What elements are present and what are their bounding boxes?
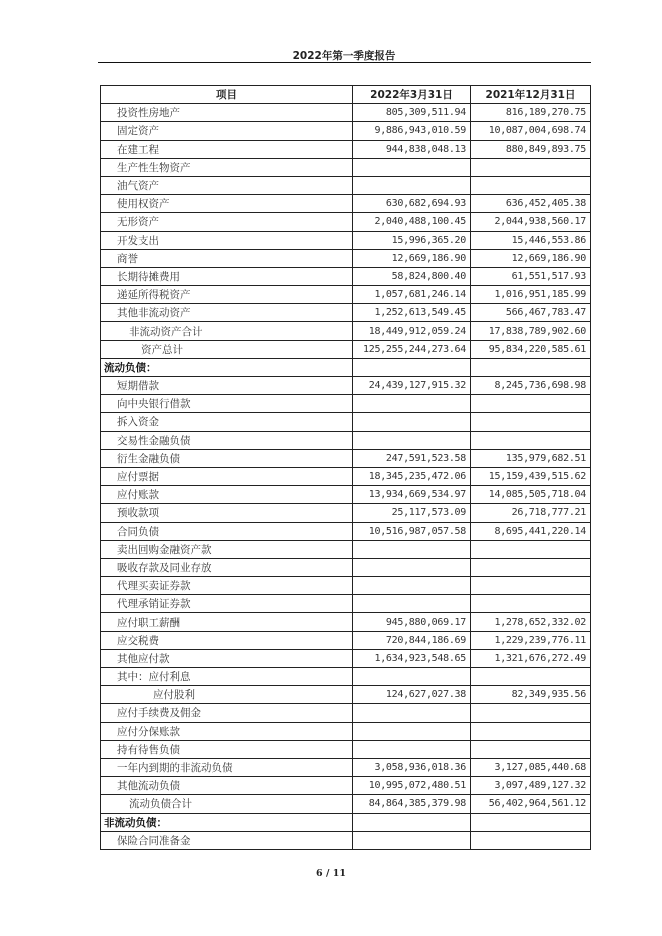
value-2021-12-31: 566,467,783.47 — [471, 304, 591, 322]
table-row — [101, 522, 591, 540]
value-2021-12-31: 56,402,964,561.12 — [471, 795, 591, 813]
value-2021-12-31: 15,159,439,515.62 — [471, 467, 591, 485]
value-2021-12-31 — [471, 740, 591, 758]
value-2021-12-31: 82,349,935.56 — [471, 686, 591, 704]
value-2022-03-31 — [353, 176, 471, 194]
value-2022-03-31: 945,880,069.17 — [353, 613, 471, 631]
table-row — [101, 249, 591, 267]
value-2021-12-31: 10,087,004,698.74 — [471, 122, 591, 140]
table-row — [101, 558, 591, 576]
value-2022-03-31: 720,844,186.69 — [353, 631, 471, 649]
table-row — [101, 668, 591, 686]
value-2021-12-31: 12,669,186.90 — [471, 249, 591, 267]
value-2022-03-31: 944,838,048.13 — [353, 140, 471, 158]
table-row — [101, 758, 591, 776]
row-label: 递延所得税资产 — [101, 286, 353, 304]
row-label: 投资性房地产 — [101, 104, 353, 122]
value-2022-03-31 — [353, 413, 471, 431]
section-header-row — [101, 813, 591, 831]
row-label: 应付账款 — [101, 486, 353, 504]
value-2022-03-31: 1,057,681,246.14 — [353, 286, 471, 304]
row-label: 开发支出 — [101, 231, 353, 249]
row-label: 交易性金融负债 — [101, 431, 353, 449]
column-header-2022-03-31: 2022年3月31日 — [353, 86, 471, 104]
value-2021-12-31: 3,127,085,440.68 — [471, 758, 591, 776]
row-label: 长期待摊费用 — [101, 267, 353, 285]
value-2022-03-31 — [353, 558, 471, 576]
value-2022-03-31: 3,058,936,018.36 — [353, 758, 471, 776]
table-row — [101, 431, 591, 449]
value-2022-03-31: 630,682,694.93 — [353, 195, 471, 213]
table-row — [101, 104, 591, 122]
value-2021-12-31: 8,695,441,220.14 — [471, 522, 591, 540]
table-row — [101, 722, 591, 740]
value-2022-03-31 — [353, 431, 471, 449]
value-2021-12-31: 26,718,777.21 — [471, 504, 591, 522]
table-row — [101, 413, 591, 431]
row-label: 吸收存款及同业存放 — [101, 558, 353, 576]
table-row — [101, 122, 591, 140]
value-2022-03-31 — [353, 831, 471, 849]
report-header-title: 2022年第一季度报告 — [292, 50, 396, 62]
value-2022-03-31 — [353, 740, 471, 758]
value-2021-12-31 — [471, 158, 591, 176]
value-2021-12-31: 1,229,239,776.11 — [471, 631, 591, 649]
row-label: 无形资产 — [101, 213, 353, 231]
table-row — [101, 631, 591, 649]
value-2021-12-31: 135,979,682.51 — [471, 449, 591, 467]
value-2022-03-31: 10,995,072,480.51 — [353, 777, 471, 795]
value-2022-03-31: 18,449,912,059.24 — [353, 322, 471, 340]
value-2021-12-31: 636,452,405.38 — [471, 195, 591, 213]
header-divider — [98, 62, 591, 63]
value-2022-03-31: 13,934,669,534.97 — [353, 486, 471, 504]
row-label: 卖出回购金融资产款 — [101, 540, 353, 558]
value-2021-12-31: 95,834,220,585.61 — [471, 340, 591, 358]
row-label: 短期借款 — [101, 377, 353, 395]
value-2022-03-31: 124,627,027.38 — [353, 686, 471, 704]
value-2022-03-31: 15,996,365.20 — [353, 231, 471, 249]
row-label: 非流动负债： — [101, 813, 353, 831]
table-row — [101, 795, 591, 813]
row-label: 生产性生物资产 — [101, 158, 353, 176]
table-row — [101, 467, 591, 485]
current-page: 6 — [316, 868, 323, 879]
value-2021-12-31: 61,551,517.93 — [471, 267, 591, 285]
value-2022-03-31 — [353, 577, 471, 595]
row-label: 资产总计 — [101, 340, 353, 358]
row-label: 合同负债 — [101, 522, 353, 540]
value-2022-03-31 — [353, 595, 471, 613]
value-2022-03-31: 2,040,488,100.45 — [353, 213, 471, 231]
value-2022-03-31: 1,252,613,549.45 — [353, 304, 471, 322]
table-header-row — [101, 86, 591, 104]
table-row — [101, 449, 591, 467]
row-label: 其他应付款 — [101, 649, 353, 667]
row-label: 固定资产 — [101, 122, 353, 140]
value-2021-12-31: 880,849,893.75 — [471, 140, 591, 158]
value-2021-12-31 — [471, 668, 591, 686]
table-row — [101, 158, 591, 176]
value-2021-12-31 — [471, 358, 591, 376]
table-row — [101, 231, 591, 249]
value-2022-03-31: 1,634,923,548.65 — [353, 649, 471, 667]
value-2021-12-31 — [471, 595, 591, 613]
row-label: 应交税费 — [101, 631, 353, 649]
row-label: 持有待售负债 — [101, 740, 353, 758]
row-label: 流动负债合计 — [101, 795, 353, 813]
row-label: 其他流动负债 — [101, 777, 353, 795]
value-2022-03-31: 805,309,511.94 — [353, 104, 471, 122]
value-2022-03-31: 84,864,385,379.98 — [353, 795, 471, 813]
value-2021-12-31: 2,044,938,560.17 — [471, 213, 591, 231]
value-2021-12-31: 17,838,789,902.60 — [471, 322, 591, 340]
table-row — [101, 267, 591, 285]
row-label: 应付股利 — [101, 686, 353, 704]
row-label: 一年内到期的非流动负债 — [101, 758, 353, 776]
table-row — [101, 304, 591, 322]
value-2021-12-31: 3,097,489,127.32 — [471, 777, 591, 795]
value-2022-03-31: 125,255,244,273.64 — [353, 340, 471, 358]
table-row — [101, 213, 591, 231]
value-2022-03-31: 12,669,186.90 — [353, 249, 471, 267]
row-label: 流动负债： — [101, 358, 353, 376]
value-2021-12-31: 1,321,676,272.49 — [471, 649, 591, 667]
table-row — [101, 831, 591, 849]
row-label: 代理承销证券款 — [101, 595, 353, 613]
table-row — [101, 286, 591, 304]
value-2022-03-31: 9,886,943,010.59 — [353, 122, 471, 140]
value-2021-12-31 — [471, 577, 591, 595]
row-label: 预收款项 — [101, 504, 353, 522]
table-row — [101, 395, 591, 413]
row-label: 向中央银行借款 — [101, 395, 353, 413]
row-label: 商誉 — [101, 249, 353, 267]
table-row — [101, 577, 591, 595]
table-row — [101, 686, 591, 704]
table-row — [101, 649, 591, 667]
value-2022-03-31 — [353, 668, 471, 686]
row-label: 拆入资金 — [101, 413, 353, 431]
row-label: 代理买卖证券款 — [101, 577, 353, 595]
section-header-row — [101, 358, 591, 376]
value-2022-03-31 — [353, 722, 471, 740]
row-label: 保险合同准备金 — [101, 831, 353, 849]
value-2022-03-31 — [353, 813, 471, 831]
value-2022-03-31: 25,117,573.09 — [353, 504, 471, 522]
page-number — [0, 868, 662, 879]
table-row — [101, 377, 591, 395]
table-row — [101, 195, 591, 213]
value-2021-12-31 — [471, 540, 591, 558]
table-row — [101, 504, 591, 522]
value-2021-12-31: 15,446,553.86 — [471, 231, 591, 249]
row-label: 非流动资产合计 — [101, 322, 353, 340]
table-row — [101, 340, 591, 358]
row-label: 应付分保账款 — [101, 722, 353, 740]
value-2021-12-31 — [471, 558, 591, 576]
value-2021-12-31 — [471, 176, 591, 194]
value-2022-03-31: 10,516,987,057.58 — [353, 522, 471, 540]
table-row — [101, 595, 591, 613]
table-row — [101, 176, 591, 194]
row-label: 其中：应付利息 — [101, 668, 353, 686]
value-2022-03-31: 247,591,523.58 — [353, 449, 471, 467]
row-label: 应付手续费及佣金 — [101, 704, 353, 722]
value-2021-12-31: 816,189,270.75 — [471, 104, 591, 122]
value-2021-12-31: 1,278,652,332.02 — [471, 613, 591, 631]
row-label: 应付票据 — [101, 467, 353, 485]
row-label: 油气资产 — [101, 176, 353, 194]
column-header-2021-12-31: 2021年12月31日 — [471, 86, 591, 104]
total-pages: 11 — [332, 868, 346, 879]
table-row — [101, 540, 591, 558]
value-2022-03-31 — [353, 704, 471, 722]
table-row — [101, 140, 591, 158]
value-2021-12-31 — [471, 395, 591, 413]
value-2021-12-31: 8,245,736,698.98 — [471, 377, 591, 395]
row-label: 在建工程 — [101, 140, 353, 158]
table-row — [101, 613, 591, 631]
page-separator: / — [325, 868, 330, 879]
value-2022-03-31 — [353, 358, 471, 376]
table-row — [101, 704, 591, 722]
table-row — [101, 740, 591, 758]
row-label: 使用权资产 — [101, 195, 353, 213]
row-label: 应付职工薪酬 — [101, 613, 353, 631]
value-2022-03-31: 24,439,127,915.32 — [353, 377, 471, 395]
value-2022-03-31 — [353, 395, 471, 413]
value-2021-12-31 — [471, 704, 591, 722]
value-2022-03-31: 58,824,800.40 — [353, 267, 471, 285]
value-2021-12-31 — [471, 722, 591, 740]
balance-sheet-table — [100, 85, 591, 850]
column-header-item: 项目 — [101, 86, 353, 104]
value-2022-03-31 — [353, 540, 471, 558]
value-2021-12-31: 14,085,505,718.04 — [471, 486, 591, 504]
value-2021-12-31 — [471, 431, 591, 449]
row-label: 衍生金融负债 — [101, 449, 353, 467]
value-2021-12-31: 1,016,951,185.99 — [471, 286, 591, 304]
row-label: 其他非流动资产 — [101, 304, 353, 322]
value-2021-12-31 — [471, 413, 591, 431]
value-2022-03-31: 18,345,235,472.06 — [353, 467, 471, 485]
table-row — [101, 486, 591, 504]
table-row — [101, 777, 591, 795]
table-row — [101, 322, 591, 340]
value-2021-12-31 — [471, 831, 591, 849]
value-2021-12-31 — [471, 813, 591, 831]
value-2022-03-31 — [353, 158, 471, 176]
